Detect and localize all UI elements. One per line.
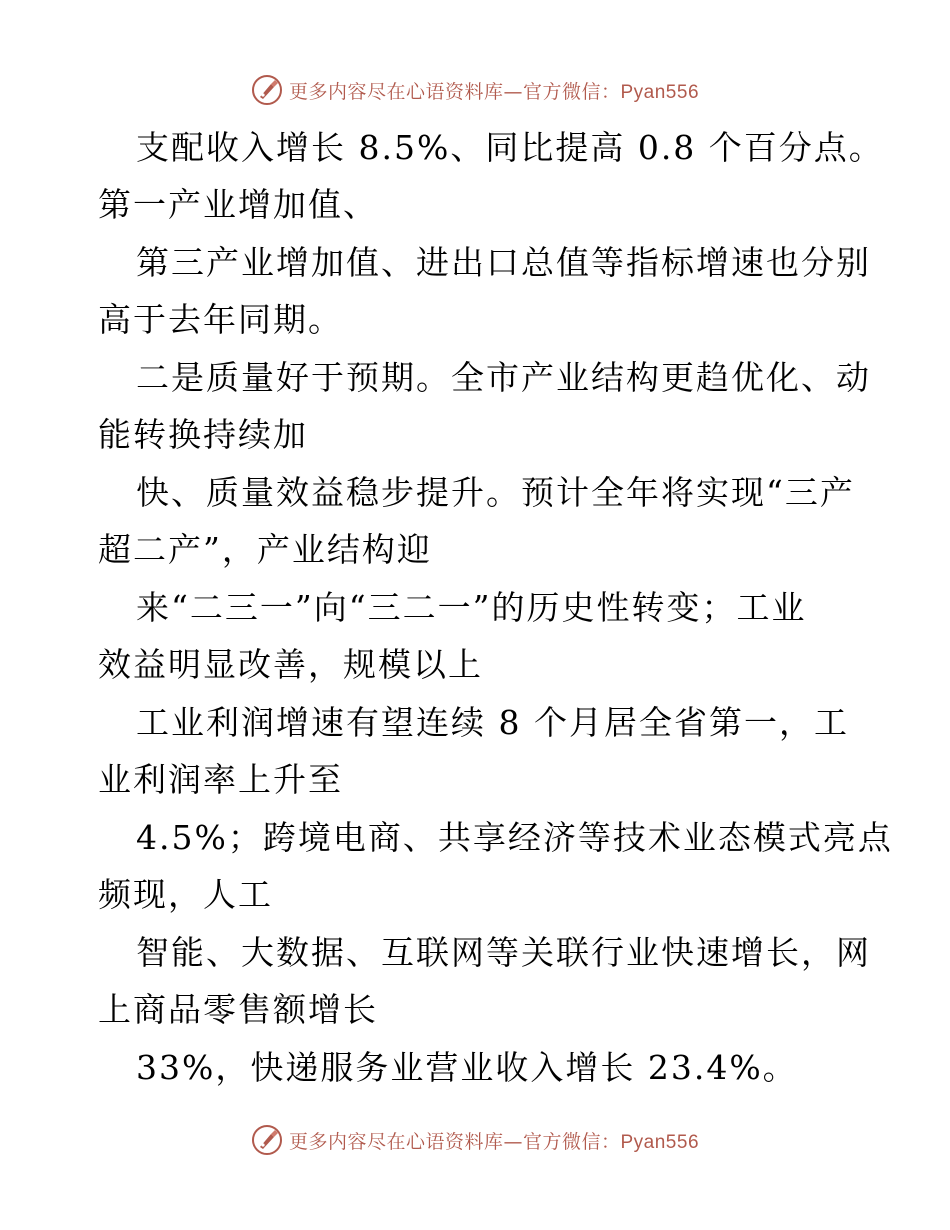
- paragraph-9-line-1: 33%，快递服务业营业收入增长 23.4%。: [136, 1048, 798, 1087]
- watermark-text: 更多内容尽在心语资料库—官方微信：: [288, 1130, 621, 1153]
- paragraph-1-line-2: 第一产业增加值、: [98, 185, 378, 224]
- paragraph-2-line-2: 高于去年同期。: [98, 300, 343, 339]
- paragraph-7-line-2: 频现，人工: [98, 875, 273, 914]
- paragraph-3-line-2: 能转换持续加: [98, 415, 308, 454]
- pen-nib-logo-icon: [251, 74, 283, 106]
- paragraph-8-line-2: 上商品零售额增长: [98, 990, 378, 1029]
- watermark-header: [0, 73, 950, 107]
- paragraph-5-line-2: 效益明显改善，规模以上: [98, 645, 483, 684]
- paragraph-1-line-1: 支配收入增长 8.5%、同比提高 0.8 个百分点。: [136, 128, 884, 167]
- paragraph-8-line-1: 智能、大数据、互联网等关联行业快速增长，网: [136, 933, 871, 972]
- paragraph-7-line-1: 4.5%；跨境电商、共享经济等技术业态模式亮点: [136, 818, 893, 857]
- watermark-footer: [0, 1123, 950, 1157]
- watermark-wechat-id: Pyan556: [620, 81, 700, 103]
- paragraph-5-line-1: 来“二三一”向“三二一”的历史性转变；工业: [136, 588, 807, 627]
- paragraph-6-line-1: 工业利润增速有望连续 8 个月居全省第一，工: [136, 703, 849, 742]
- watermark-text: 更多内容尽在心语资料库—官方微信：: [288, 80, 621, 103]
- paragraph-4-line-1: 快、质量效益稳步提升。预计全年将实现“三产: [136, 473, 855, 512]
- pen-nib-logo-icon: [251, 1124, 283, 1156]
- paragraph-3-line-1: 二是质量好于预期。全市产业结构更趋优化、动: [136, 358, 871, 397]
- paragraph-4-line-2: 超二产”，产业结构迎: [98, 530, 432, 569]
- paragraph-6-line-2: 业利润率上升至: [98, 760, 343, 799]
- watermark-wechat-id: Pyan556: [620, 1131, 700, 1153]
- paragraph-2-line-1: 第三产业增加值、进出口总值等指标增速也分别: [136, 243, 871, 282]
